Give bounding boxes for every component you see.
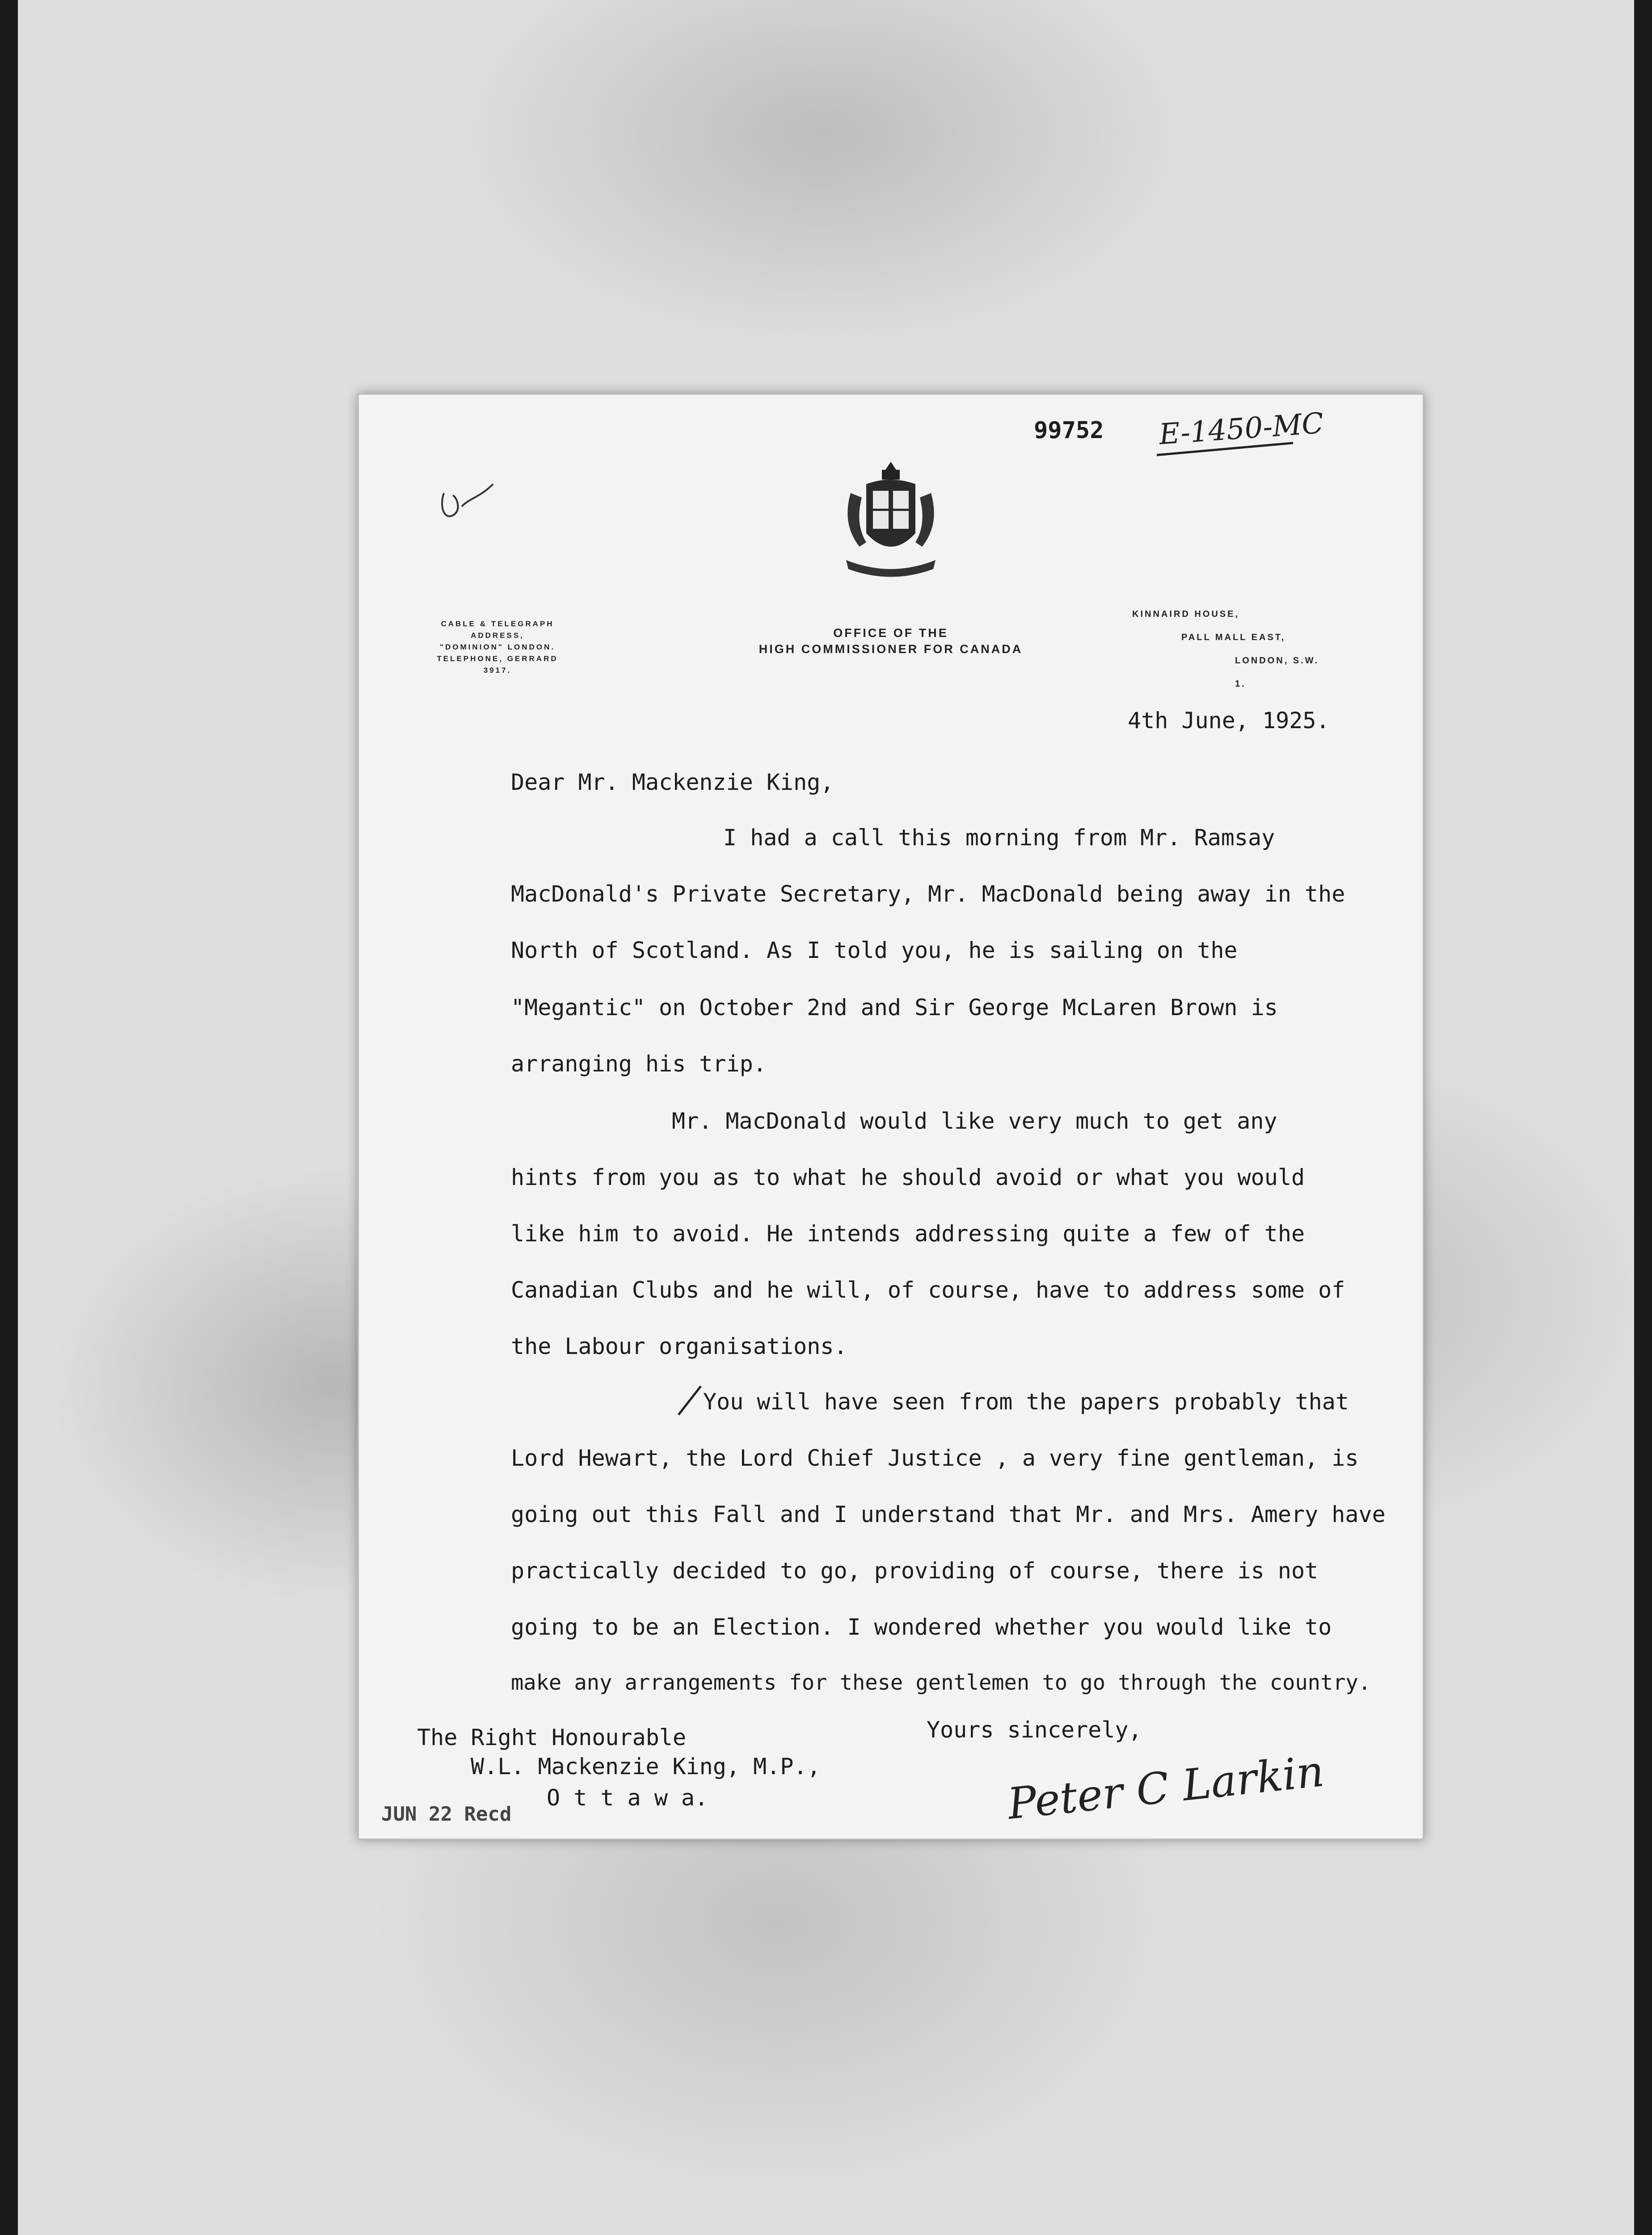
body-line: practically decided to go, providing of course, there is not — [511, 1558, 1319, 1584]
office-address — [1132, 603, 1329, 696]
addressee-line: W.L. Mackenzie King, M.P., — [471, 1754, 821, 1780]
body-line: make any arrangements for these gentlemen to go through the country. — [511, 1670, 1371, 1695]
body-line: hints from you as to what he should avoid or what you would — [511, 1164, 1305, 1190]
body-line: like him to avoid. He intends addressing quite a few of the — [511, 1221, 1305, 1247]
cable-address-line: "DOMINION" LONDON. — [439, 643, 556, 651]
office-title — [716, 625, 1065, 657]
body-line: going to be an Election. I wondered whether you would like to — [511, 1614, 1332, 1640]
addressee-line: O t t a w a. — [547, 1785, 708, 1811]
body-line: North of Scotland. As I told you, he is sailing on the — [511, 937, 1238, 963]
archive-board — [18, 0, 1634, 2235]
address-line: PALL MALL EAST, — [1181, 633, 1286, 642]
address-line: LONDON, S.W. 1. — [1235, 656, 1319, 689]
reference-underline — [1155, 439, 1298, 457]
received-stamp: JUN 22 Recd — [381, 1803, 512, 1826]
office-title-line: OFFICE OF THE — [833, 626, 948, 640]
body-line: arranging his trip. — [511, 1051, 767, 1077]
closing: Yours sincerely, — [927, 1717, 1142, 1743]
letter-date: 4th June, 1925. — [1128, 708, 1330, 734]
office-title-line: HIGH COMMISSIONER FOR CANADA — [759, 642, 1023, 656]
handwritten-initials-mark — [435, 480, 506, 529]
signature: Peter C Larkin — [1005, 1746, 1327, 1829]
body-line: going out this Fall and I understand that Mr. and Mrs. Amery have — [511, 1501, 1386, 1527]
body-line: "Megantic" on October 2nd and Sir George McLaren Brown is — [511, 995, 1278, 1021]
handwritten-reference: E-1450-MC — [1158, 407, 1325, 451]
body-line: the Labour organisations. — [511, 1333, 847, 1359]
cable-address-line: CABLE & TELEGRAPH ADDRESS, — [441, 620, 554, 640]
handwritten-slash-mark — [674, 1383, 705, 1418]
cable-address — [421, 618, 573, 676]
body-line: Lord Hewart, the Lord Chief Justice , a very fine gentleman, is — [511, 1445, 1359, 1471]
body-line: I had a call this morning from Mr. Ramsay — [723, 825, 1275, 851]
body-line: MacDonald's Private Secretary, Mr. MacDonald being away in the — [511, 881, 1345, 907]
letter-page — [358, 393, 1424, 1840]
file-number: 99752 — [1034, 417, 1104, 444]
address-line: KINNAIRD HOUSE, — [1132, 609, 1240, 619]
cable-address-line: TELEPHONE, GERRARD 3917. — [437, 654, 558, 675]
body-line: You will have seen from the papers probably that — [703, 1389, 1349, 1415]
body-line: Mr. MacDonald would like very much to get any — [672, 1108, 1277, 1134]
body-line: Canadian Clubs and he will, of course, have to address some of — [511, 1277, 1345, 1303]
salutation: Dear Mr. Mackenzie King, — [511, 769, 834, 795]
addressee-line: The Right Honourable — [417, 1725, 687, 1750]
coat-of-arms-icon — [824, 457, 958, 591]
